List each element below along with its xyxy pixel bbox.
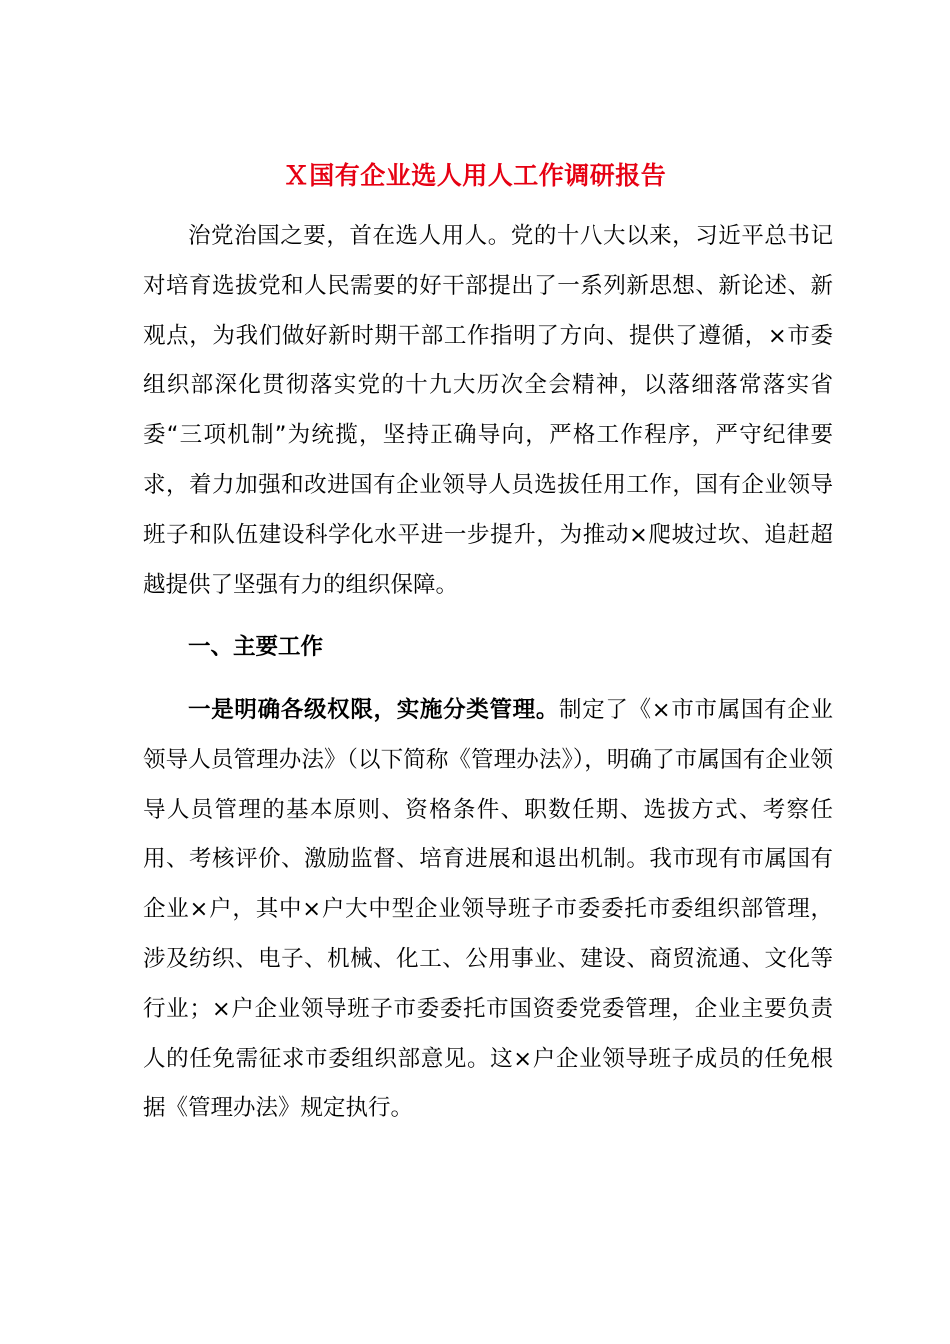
intro-paragraph: 治党治国之要，首在选人用人。党的十八大以来，习近平总书记对培育选拔党和人民需要的好干部提出了一系列新思想、新论述、新观点，为我们做好新时期干部工作指明了方向、提供了遵循，×市委组织部深化贯彻落实党的十九大历次全会精神，以落细落常落实省委“三项机制”为统揽，坚持正确导向，严格工作程序，严守纪律要求，着力加强和改进国有企业领导人员选拔任用工作，国有企业领导班子和队伍建设科学化水平进一步提升，为推动×爬坡过坎、追赶超越提供了坚强有力的组织保障。 xyxy=(143,223,833,598)
item1-body-text: 制定了《×市市属国有企业领导人员管理办法》（以下简称《管理办法》），明确了市属国有企业领导人员管理的基本原则、资格条件、职数任期、选拔方式、考察任用、考核评价、激励监督、培育进展和退出机制。我市现有市属国有企业×户，其中×户大中型企业领导班子市委委托市委组织部管理，涉及纺织、电子、机械、化工、公用事业、建设、商贸流通、文化等行业；×户企业领导班子市委委托市国资委党委管理，企业主要负责人的任免需征求市委组织部意见。这×户企业领导班子成员的任免根据《管理办法》规定执行。 xyxy=(143,697,833,1122)
section-heading-main-work: 一、主要工作 xyxy=(188,634,324,660)
document-title: Ｘ国有企业选人用人工作调研报告 xyxy=(283,161,667,190)
item1-lead-text: 一是明确各级权限，实施分类管理。 xyxy=(188,697,560,723)
section1-item1-paragraph xyxy=(143,686,833,1134)
